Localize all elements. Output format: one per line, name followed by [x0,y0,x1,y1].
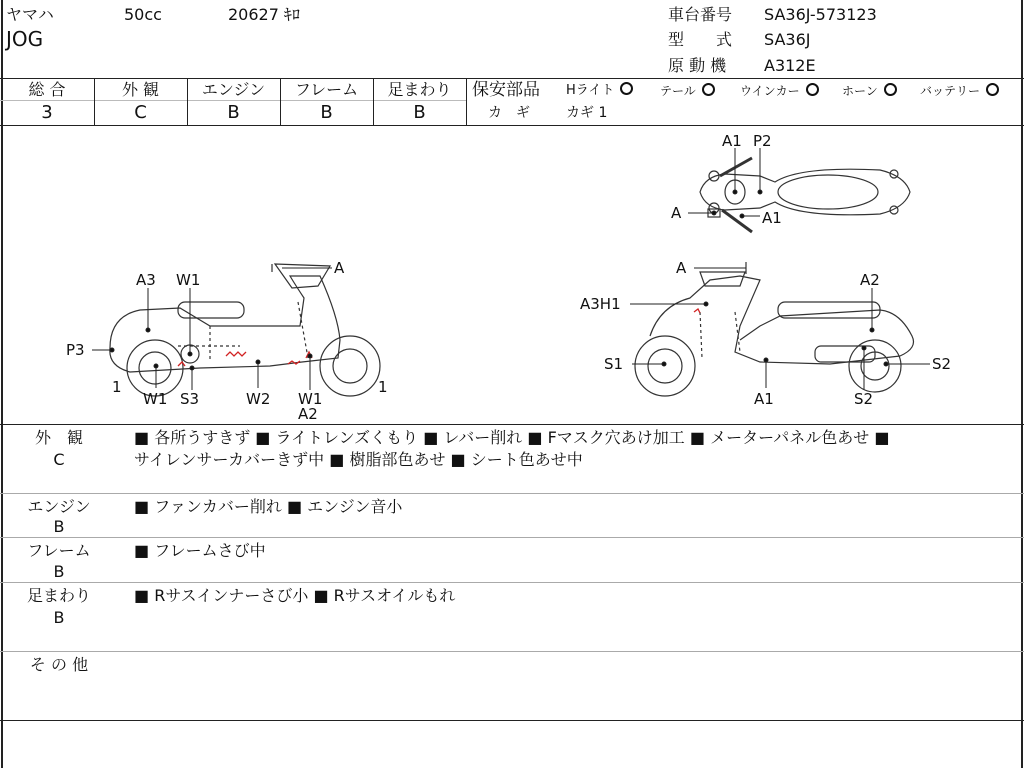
damage-diagram [0,126,1024,424]
grade-value-suspension: B [413,102,426,123]
remark-grade: B [53,608,65,627]
safety-item-winker [740,82,819,100]
safety-item-battery [920,82,999,100]
grade-header-suspension: 足まわり [387,80,452,99]
grade-header-overall: 総 合 [28,80,66,99]
type-value: SA36J [764,30,811,49]
left-view-label: A3 [136,271,156,289]
remark-label: エンジン [27,497,91,516]
remark-label: 足まわり [26,586,91,605]
remark-text: ■ フレームさび中 [134,541,266,560]
left-view-label: W2 [246,390,271,408]
left-view-label: A [334,259,345,277]
safety-item-label: Hライト [566,83,615,98]
divider [0,493,1024,494]
type-label: 型 式 [668,30,733,49]
grade-header-frame: フレーム [294,80,359,99]
grade-value-overall: 3 [41,102,53,123]
grade-header-engine: エンジン [201,80,266,99]
divider [0,100,466,101]
divider [0,582,1024,583]
left-view-label: 1 [378,378,388,396]
displacement: 50cc [124,5,162,24]
remark-label: そ の 他 [29,655,89,674]
remark-grade: B [53,517,65,536]
safety-item-label: バッテリー [920,84,981,98]
left-view-label: W1 [143,390,168,408]
top-view-scooter [700,158,910,232]
frame-no-label: 車台番号 [668,5,733,24]
safety-item-label: テール [660,84,696,98]
remark-grade: B [53,562,65,581]
left-view-label: P3 [66,341,85,359]
engine-label: 原 動 機 [668,56,727,75]
top-view-label: A1 [762,209,782,227]
remark-label: フレーム [27,541,91,560]
key-value: カギ 1 [566,105,608,121]
left-view-label: A2 [298,405,318,423]
remark-text: ■ Rサスインナーさび小 ■ Rサスオイルもれ [134,586,456,605]
right-view-label: S2 [854,390,874,408]
right-view-label: A1 [754,390,774,408]
ok-circle-icon [806,83,819,96]
left-view-label: W1 [176,271,201,289]
right-view-label: A2 [860,271,880,289]
scratch-mark [694,309,700,313]
grade-value-frame: B [320,102,333,123]
right-view-label: A3H1 [580,295,621,313]
mileage: 20627 ｷﾛ [228,5,300,24]
safety-item-label: ウインカー [740,84,800,98]
scratch-mark [178,362,185,366]
remark-label: 外 観 [34,428,83,447]
left-view-label: W1 [298,390,323,408]
safety-item-headlight [566,82,633,100]
divider [0,651,1024,652]
remark-text: ■ ファンカバー削れ ■ エンジン音小 [134,497,403,516]
remark-grade: C [53,450,65,469]
ok-circle-icon [884,83,897,96]
divider [0,424,1024,425]
safety-item-tail [660,82,715,100]
ok-circle-icon [620,82,633,95]
ok-circle-icon [702,83,715,96]
divider [466,78,467,125]
grade-value-engine: B [227,102,240,123]
top-view-label: P2 [753,132,772,150]
safety-label: 保安部品 [472,80,540,100]
divider [0,720,1024,721]
right-view-label: A [676,259,687,277]
maker: ヤマハ [6,5,54,24]
grade-header-exterior: 外 観 [121,80,160,99]
grade-value-exterior: C [134,102,147,123]
ok-circle-icon [986,83,999,96]
safety-item-label: ホーン [842,84,878,98]
left-view-label: S3 [180,390,200,408]
right-view-label: S1 [604,355,624,373]
remark-text: ■ 各所うすきず ■ ライトレンズくもり ■ レバー削れ ■ Fマスク穴あけ加工 ■ メーターパネル色あせ ■ [134,428,890,447]
right-view-label: S2 [932,355,952,373]
key-label: カ ギ [488,105,530,121]
model-name: JOG [6,27,44,51]
divider [0,78,1024,79]
top-view-label: A [671,204,682,222]
safety-item-horn [842,82,897,100]
top-view-label: A1 [722,132,742,150]
divider [0,537,1024,538]
engine-value: A312E [764,56,816,75]
remark-text: サイレンサーカバーきず中 ■ 樹脂部色あせ ■ シート色あせ中 [134,450,583,469]
scratch-mark [226,352,246,356]
frame-no: SA36J-573123 [764,5,877,24]
left-view-label: 1 [112,378,122,396]
